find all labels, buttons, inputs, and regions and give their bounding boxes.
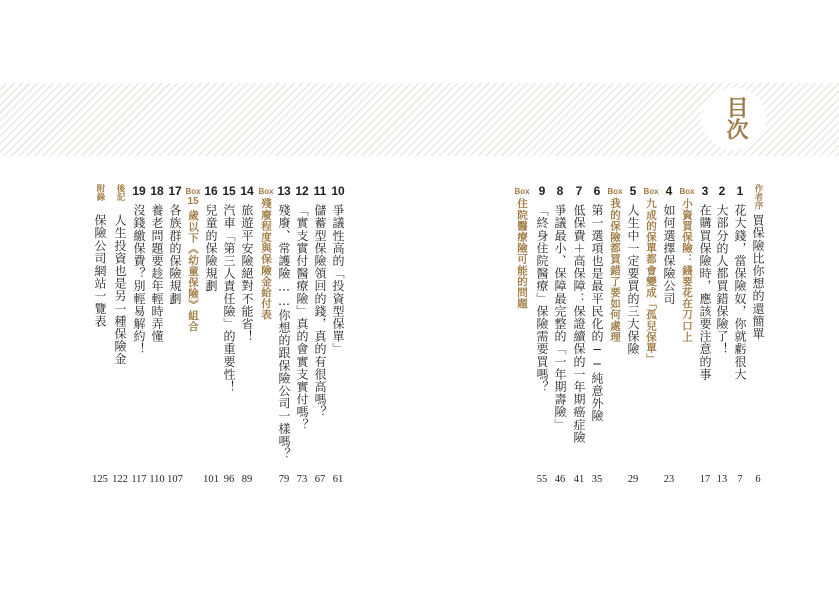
entry-tag: Box bbox=[679, 187, 695, 196]
page-number: 89 bbox=[241, 474, 253, 485]
entry-tag: Box bbox=[607, 187, 623, 196]
chapter-number: 12 bbox=[295, 184, 309, 198]
toc-entry[interactable] bbox=[237, 184, 257, 484]
chapter-number: 7 bbox=[575, 184, 583, 198]
entry-title: 人生中一定要買的三大保險 bbox=[626, 204, 640, 356]
toc-entry[interactable] bbox=[605, 184, 625, 484]
chapter-number: 16 bbox=[204, 184, 218, 198]
chapter-number: 19 bbox=[132, 184, 146, 198]
entry-title: 花大錢，當保險奴，你就虧很大 bbox=[733, 204, 747, 381]
page-number: 7 bbox=[737, 474, 743, 485]
entry-title: 九成的保單都會變成「孤兒保單」 bbox=[645, 198, 657, 365]
toc-entry[interactable] bbox=[587, 184, 607, 484]
entry-title: 儲蓄型保險領回的錢，真的有很高嗎？ bbox=[313, 204, 327, 419]
entry-title: 殘廢程度與保險金給付表 bbox=[260, 198, 272, 321]
toc-entry[interactable] bbox=[512, 184, 532, 484]
chapter-number: 4 bbox=[665, 184, 673, 198]
toc-entry[interactable] bbox=[310, 184, 330, 484]
chapter-number: 15 bbox=[222, 184, 236, 198]
entry-title: 買保險比你想的還簡單 bbox=[751, 214, 765, 340]
entry-title: 爭議最小、保障最完整的「一年期壽險」 bbox=[553, 204, 567, 431]
toc-entry[interactable] bbox=[165, 184, 185, 484]
toc-entry[interactable] bbox=[532, 184, 552, 484]
entry-title: 「終身住院醫療」保險需要買嗎？ bbox=[535, 204, 549, 393]
toc-entry[interactable] bbox=[110, 184, 130, 484]
entry-title: 殘廢、常護險……你想的跟保險公司一樣嗎？ bbox=[277, 204, 291, 460]
page-number: 41 bbox=[573, 474, 585, 485]
entry-title: 各族群的保險規劃 bbox=[168, 204, 182, 305]
chapter-number: 17 bbox=[168, 184, 182, 198]
toc-entry[interactable] bbox=[550, 184, 570, 484]
page-number: 29 bbox=[627, 474, 639, 485]
toc-entry[interactable] bbox=[201, 184, 221, 484]
chapter-number: 10 bbox=[331, 184, 345, 198]
entry-title: 住院醫療險可能的問題 bbox=[516, 198, 528, 309]
entry-title: 人生投資也是另一種保險金 bbox=[113, 214, 127, 366]
page-number: 101 bbox=[203, 474, 219, 485]
chapter-number: 18 bbox=[150, 184, 164, 198]
toc-title: 目次 bbox=[723, 96, 748, 140]
chapter-number: 5 bbox=[629, 184, 637, 198]
chapter-number: 6 bbox=[593, 184, 601, 198]
entry-tag: Box bbox=[514, 187, 530, 196]
toc-entry[interactable] bbox=[659, 184, 679, 484]
page-number: 110 bbox=[149, 474, 165, 485]
toc-entry[interactable] bbox=[730, 184, 750, 484]
entry-title: 歲以下《幼童保險》組合 bbox=[187, 210, 199, 333]
entry-title: 兒童的保險規劃 bbox=[204, 204, 218, 293]
page-number: 35 bbox=[591, 474, 603, 485]
toc-entry[interactable] bbox=[712, 184, 732, 484]
page-number: 6 bbox=[755, 474, 761, 485]
toc-entry[interactable] bbox=[219, 184, 239, 484]
entry-tag: 附錄 bbox=[95, 184, 105, 201]
entry-title: 如何選擇保險公司 bbox=[662, 204, 676, 305]
page-number: 61 bbox=[332, 474, 344, 485]
entry-tag: Box bbox=[185, 187, 201, 196]
page-number: 55 bbox=[536, 474, 548, 485]
page-number: 117 bbox=[131, 474, 147, 485]
entry-title: 小資買保險：錢要花在刀口上 bbox=[681, 198, 693, 343]
page-number: 23 bbox=[663, 474, 675, 485]
chapter-number: 11 bbox=[313, 184, 327, 198]
toc-entry[interactable] bbox=[695, 184, 715, 484]
entry-tag: Box bbox=[258, 187, 274, 196]
entry-title: 在購買保險時，應該要注意的事 bbox=[698, 204, 712, 381]
toc-entry[interactable] bbox=[677, 184, 697, 484]
entry-tag: Box bbox=[643, 187, 659, 196]
chapter-number: 8 bbox=[556, 184, 564, 198]
chapter-number: 2 bbox=[718, 184, 726, 198]
entry-title: 第一選項也是最平民化的──純意外險 bbox=[590, 204, 604, 423]
entry-title: 養老問題要趁年輕時弄懂 bbox=[150, 204, 164, 343]
toc-entry[interactable] bbox=[147, 184, 167, 484]
chapter-number: 3 bbox=[701, 184, 709, 198]
toc-entry[interactable] bbox=[256, 184, 276, 484]
entry-title: 保險公司網站一覽表 bbox=[93, 214, 107, 328]
page-number: 73 bbox=[296, 474, 308, 485]
page-number: 96 bbox=[223, 474, 235, 485]
entry-title: 我的保險都買錯了要如何處理 bbox=[609, 198, 621, 343]
page-number: 17 bbox=[699, 474, 711, 485]
entry-tag: 後記 bbox=[115, 184, 125, 201]
toc-entry[interactable] bbox=[274, 184, 294, 484]
toc-entry[interactable] bbox=[129, 184, 149, 484]
toc-entry[interactable] bbox=[748, 184, 768, 484]
entry-title: 汽車「第三人責任險」的重要性！ bbox=[222, 204, 236, 393]
toc-entry[interactable] bbox=[569, 184, 589, 484]
chapter-number: 1 bbox=[736, 184, 744, 198]
page-number: 67 bbox=[314, 474, 326, 485]
page-number: 46 bbox=[554, 474, 566, 485]
entry-title: 沒錢繳保費？別輕易解約！ bbox=[132, 204, 146, 356]
toc-entry[interactable] bbox=[328, 184, 348, 484]
page-number: 122 bbox=[112, 474, 128, 485]
chapter-number: 13 bbox=[277, 184, 291, 198]
toc-entry[interactable] bbox=[292, 184, 312, 484]
toc-entry[interactable] bbox=[641, 184, 661, 484]
chapter-number: 9 bbox=[538, 184, 546, 198]
page-number: 107 bbox=[167, 474, 183, 485]
box-age-number: 15 bbox=[187, 196, 199, 207]
toc-entry[interactable] bbox=[90, 184, 110, 484]
toc-entry[interactable] bbox=[623, 184, 643, 484]
chapter-number: 14 bbox=[240, 184, 254, 198]
entry-tag: 作者序 bbox=[753, 184, 763, 210]
entry-title: 爭議性高的「投資型保單」 bbox=[331, 204, 345, 356]
entry-title: 低保費＋高保障：保證續保的一年期癌症險 bbox=[572, 204, 586, 444]
entry-title: 大部分的人都買錯保險了！ bbox=[715, 204, 729, 356]
toc-entry[interactable] bbox=[183, 184, 203, 484]
entry-title: 旅遊平安險絕對不能省！ bbox=[240, 204, 254, 343]
page-number: 13 bbox=[716, 474, 728, 485]
page-number: 125 bbox=[92, 474, 108, 485]
page-number: 79 bbox=[278, 474, 290, 485]
entry-title: 「實支實付醫療險」真的會實支實付嗎？ bbox=[295, 204, 309, 431]
